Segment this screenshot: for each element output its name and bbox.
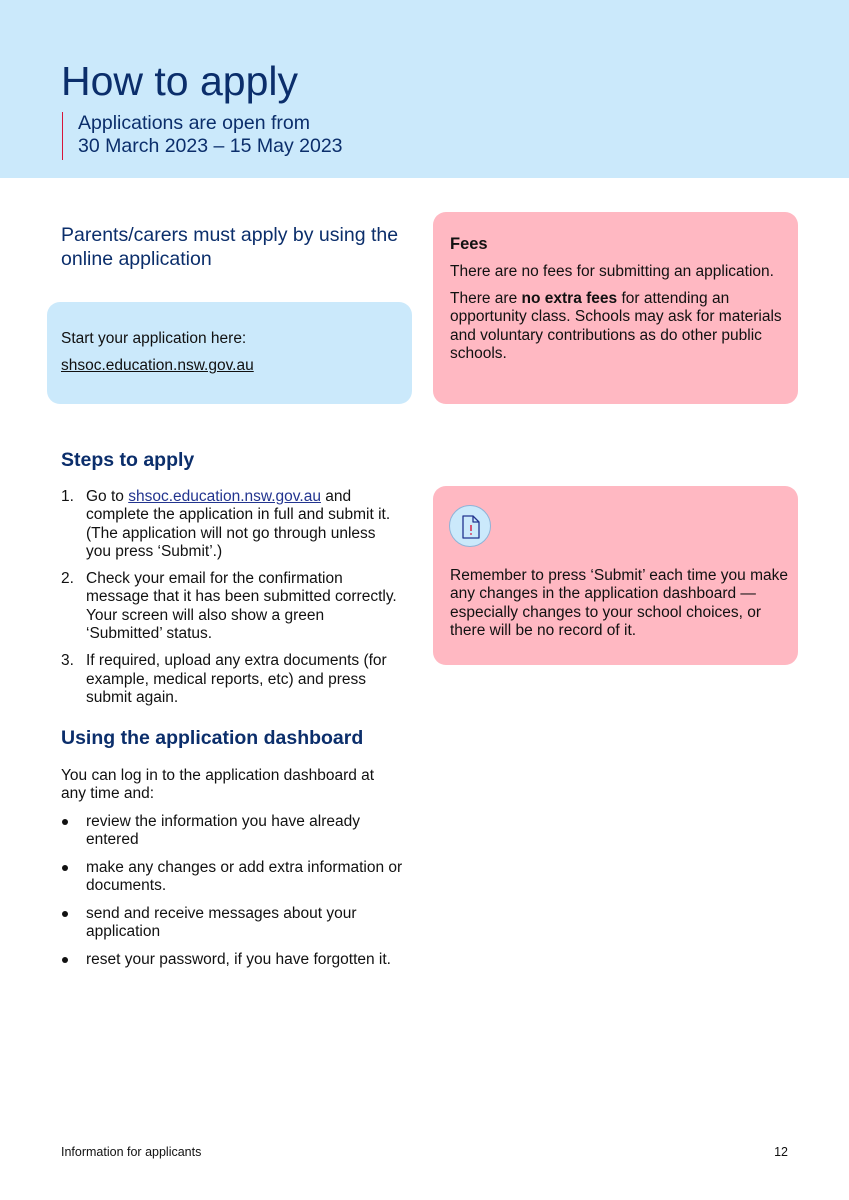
step-text: Check your email for the confirmation message that it has been submitted correctly. Your screen will also show a green ‘Submitted’ status. bbox=[86, 570, 397, 643]
bullet-icon bbox=[62, 957, 68, 963]
list-item-text: send and receive messages about your application bbox=[86, 905, 357, 941]
list-item bbox=[61, 951, 406, 969]
list-item bbox=[61, 813, 406, 850]
fees-paragraph-1: There are no fees for submitting an application. bbox=[450, 263, 774, 280]
step-item bbox=[61, 570, 401, 643]
steps-heading: Steps to apply bbox=[61, 449, 195, 471]
list-item bbox=[61, 905, 406, 942]
submit-reminder-text: Remember to press ‘Submit’ each time you make any changes in the application dashboard — especially changes to your school choices, or there will be no record of it. bbox=[450, 567, 788, 639]
bullet-icon bbox=[62, 819, 68, 825]
intro-heading: Parents/carers must apply by using the online application bbox=[61, 224, 399, 270]
bullet-icon bbox=[62, 865, 68, 871]
step-text: If required, upload any extra documents (for example, medical reports, etc) and press submit again. bbox=[86, 652, 387, 706]
document-alert-icon bbox=[449, 505, 491, 547]
submit-reminder-box bbox=[433, 486, 798, 665]
step-item bbox=[61, 652, 401, 707]
dashboard-heading: Using the application dashboard bbox=[61, 727, 364, 749]
steps-list bbox=[61, 488, 401, 716]
list-item-text: reset your password, if you have forgotten it. bbox=[86, 951, 391, 969]
dashboard-intro: You can log in to the application dashboard at any time and: bbox=[61, 767, 375, 803]
step-number: 3. bbox=[61, 652, 74, 670]
application-dates bbox=[62, 112, 343, 160]
step-number: 2. bbox=[61, 570, 74, 588]
fees-text: There are bbox=[450, 289, 522, 307]
step-number: 1. bbox=[61, 488, 74, 505]
dates-line-2: 30 March 2023 – 15 May 2023 bbox=[78, 135, 343, 157]
page-title: How to apply bbox=[61, 58, 299, 104]
fees-heading: Fees bbox=[450, 235, 488, 253]
footer-label: Information for applicants bbox=[61, 1145, 202, 1159]
start-application-box bbox=[47, 302, 412, 404]
dates-line-1: Applications are open from bbox=[78, 112, 310, 134]
fees-text: for attending an opportunity class. Schools may ask for materials and voluntary contributions as do other public schools. bbox=[450, 289, 782, 362]
start-application-link[interactable]: shsoc.education.nsw.gov.au bbox=[61, 357, 254, 374]
bullet-icon bbox=[62, 911, 68, 917]
fees-box bbox=[433, 212, 798, 404]
dashboard-list bbox=[61, 813, 406, 979]
step-application-link[interactable]: shsoc.education.nsw.gov.au bbox=[128, 488, 321, 505]
fees-paragraph-2 bbox=[450, 290, 784, 364]
step-item bbox=[61, 488, 401, 561]
no-extra-fees-emphasis: no extra fees bbox=[521, 289, 618, 307]
step-text: Go to bbox=[86, 488, 129, 505]
list-item-text: review the information you have already entered bbox=[86, 813, 360, 849]
list-item bbox=[61, 859, 406, 896]
step-text: and complete the application in full and submit it. (The application will not go through unless you press ‘Submit’.) bbox=[86, 488, 391, 560]
list-item-text: make any changes or add extra information or documents. bbox=[86, 859, 403, 895]
page-number: 12 bbox=[774, 1145, 788, 1159]
start-label: Start your application here: bbox=[61, 330, 247, 347]
